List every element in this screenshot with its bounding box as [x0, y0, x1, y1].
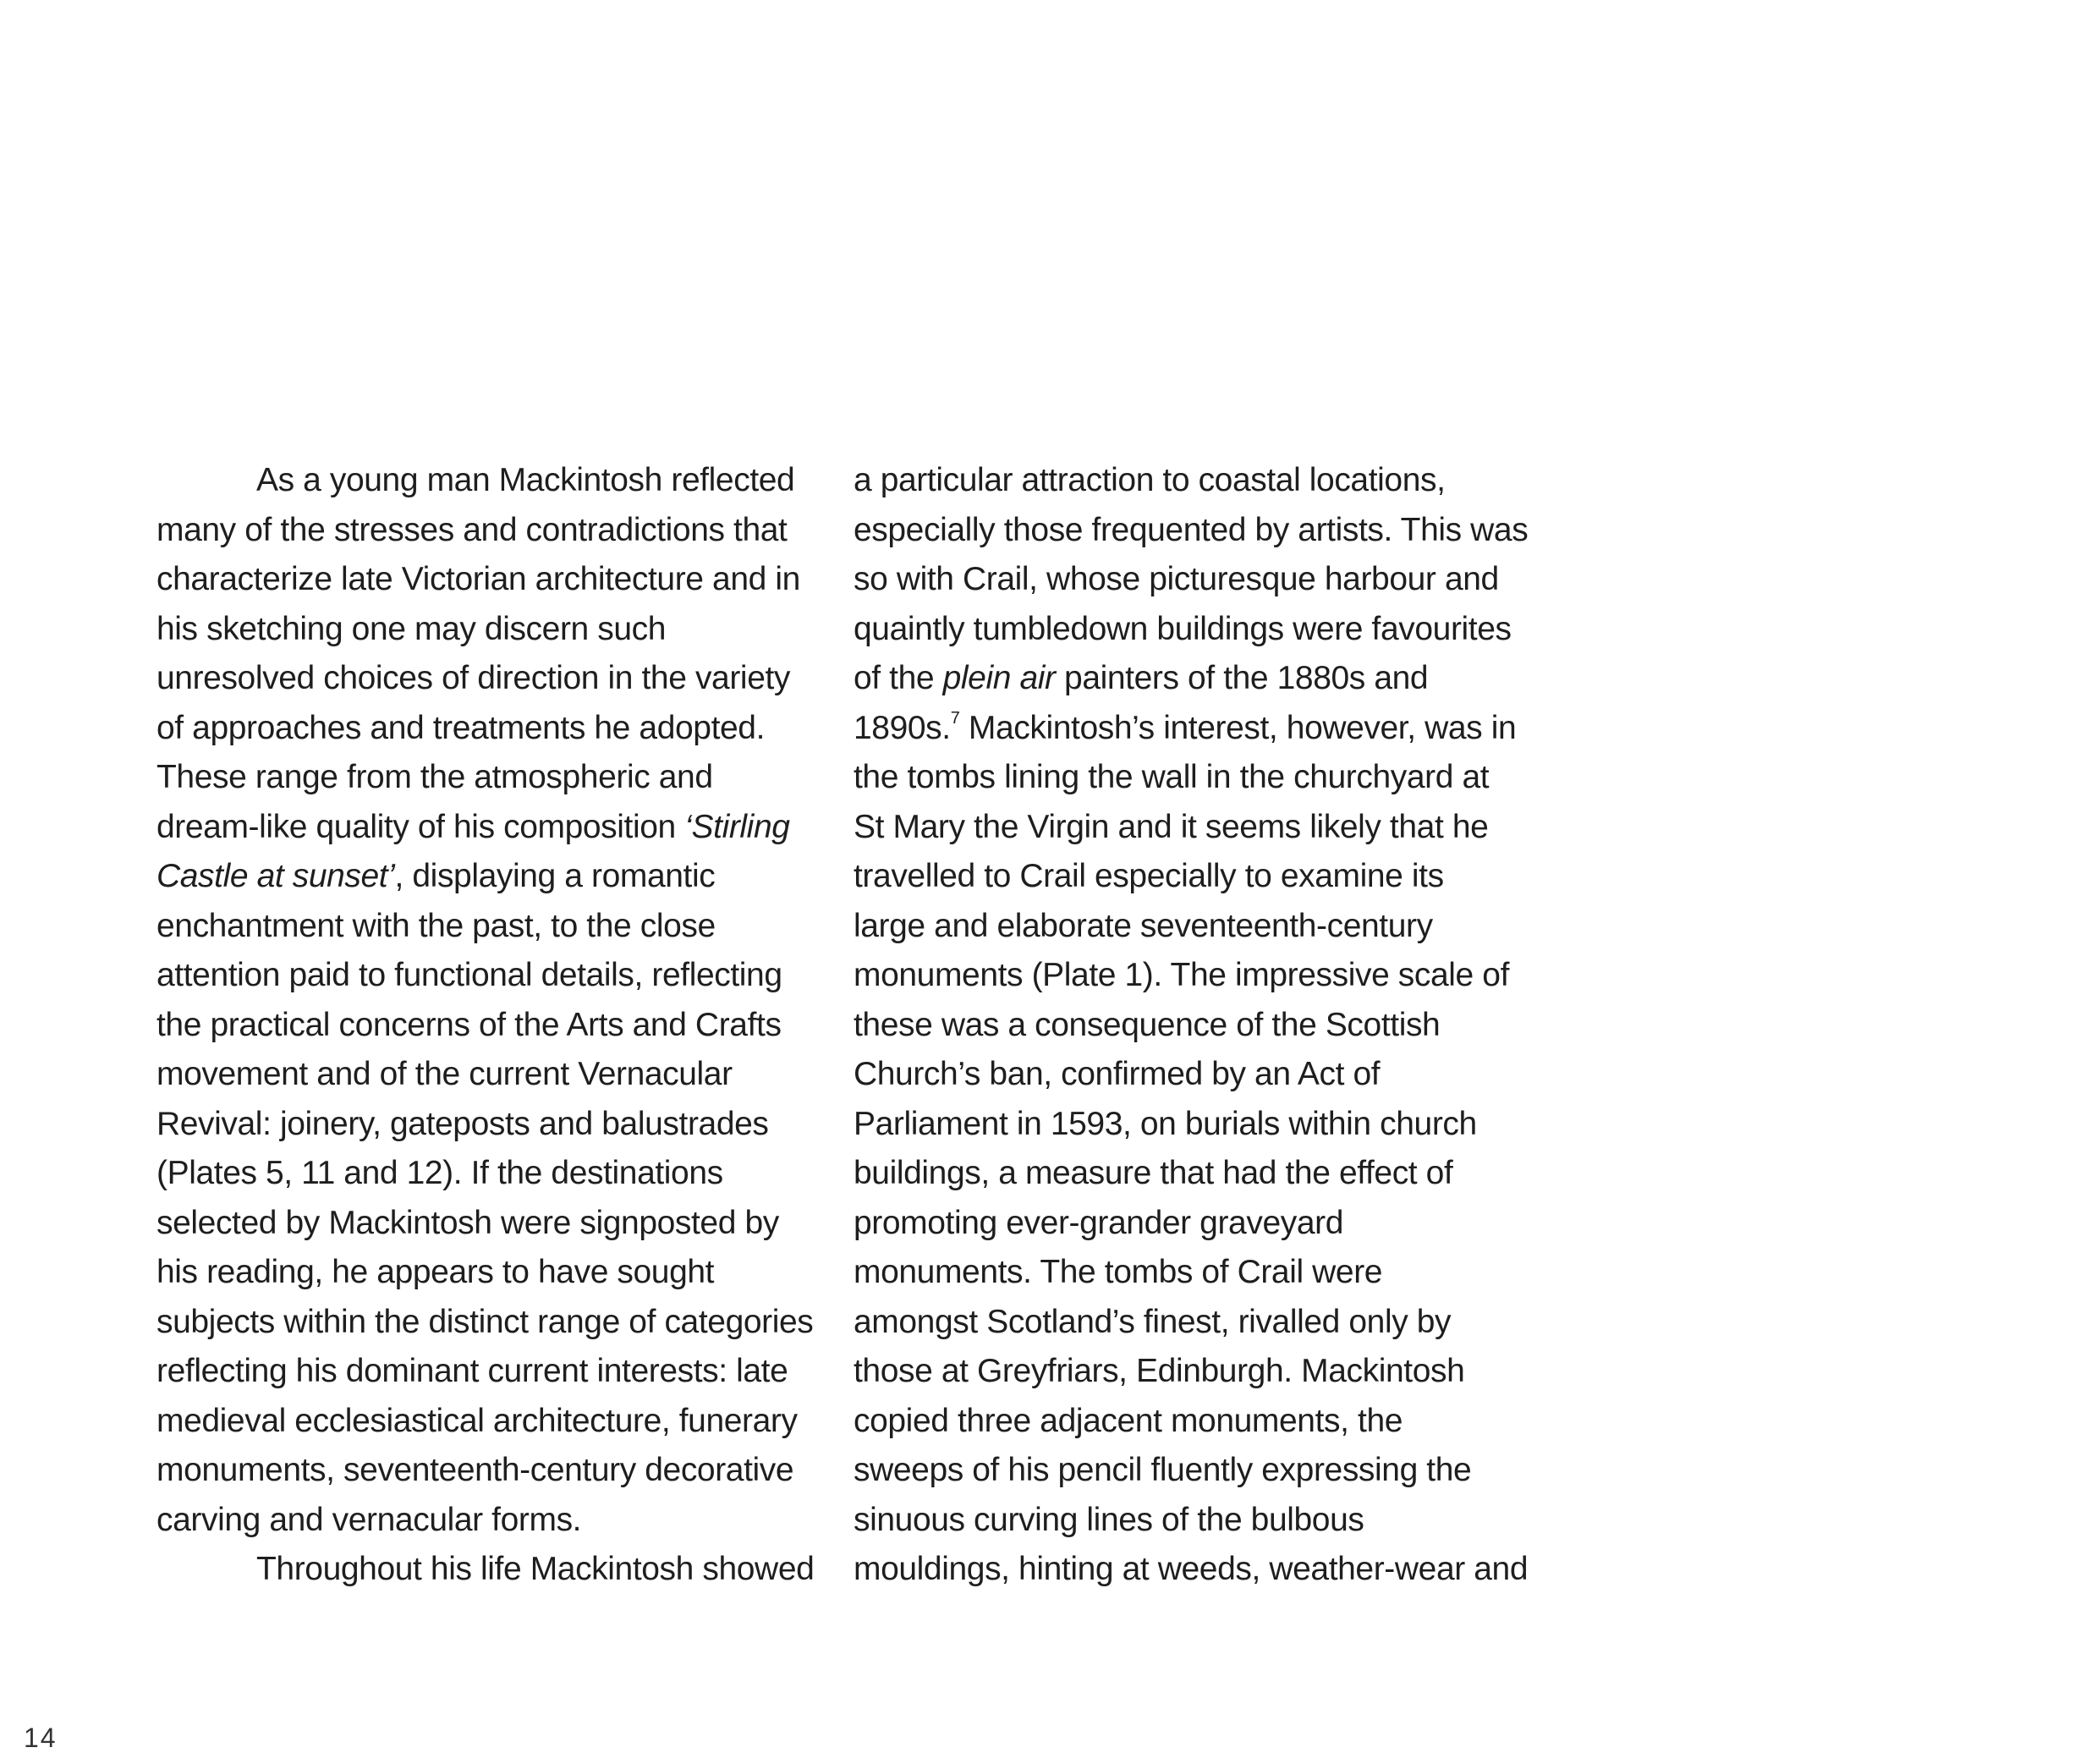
- text-run: Parliament in 1593, on burials within church: [854, 1105, 1477, 1142]
- text-run: dream-like quality of his composition: [156, 808, 685, 845]
- italic-term-run: plein air: [942, 660, 1056, 696]
- text-line: [156, 1050, 825, 1100]
- text-run: so with Crail, whose picturesque harbour and: [854, 561, 1499, 597]
- text-run: Throughout his life Mackintosh showed: [256, 1551, 815, 1587]
- text-line: [854, 951, 1522, 1001]
- text-run: especially those frequented by artists. This was: [854, 511, 1529, 548]
- text-line: [156, 902, 825, 952]
- text-line: [854, 803, 1522, 853]
- text-run: Church’s ban, confirmed by an Act of: [854, 1056, 1381, 1092]
- text-run: promoting ever-grander graveyard: [854, 1204, 1343, 1241]
- text-run: sweeps of his pencil fluently expressing the: [854, 1452, 1472, 1488]
- text-line: [854, 654, 1522, 704]
- text-line: [156, 1001, 825, 1051]
- text-run: mouldings, hinting at weeds, weather-wear and: [854, 1551, 1529, 1587]
- text-run: (Plates 5, 11 and 12). If the destinations: [156, 1155, 723, 1191]
- text-line: [156, 1149, 825, 1199]
- text-line: [854, 1248, 1522, 1298]
- text-run: These range from the atmospheric and: [156, 759, 713, 795]
- text-run: As a young man Mackintosh reflected: [256, 462, 795, 498]
- text-run: of the: [854, 660, 943, 696]
- text-line: [156, 1397, 825, 1447]
- text-run: characterize late Victorian architecture and in: [156, 561, 800, 597]
- text-run: monuments. The tombs of Crail were: [854, 1254, 1383, 1290]
- text-line: [156, 1248, 825, 1298]
- text-run: reflecting his dominant current interests: late: [156, 1353, 788, 1389]
- text-line: [156, 951, 825, 1001]
- text-line: [854, 506, 1529, 556]
- text-line: [156, 753, 825, 803]
- text-line: [156, 506, 825, 556]
- text-line: [156, 704, 825, 754]
- left-text-column: [156, 456, 825, 1595]
- text-run: unresolved choices of direction in the variety: [156, 660, 791, 696]
- text-run: monuments (Plate 1). The impressive scale of: [854, 957, 1510, 993]
- text-run: selected by Mackintosh were signposted by: [156, 1204, 779, 1241]
- text-run: Revival: joinery, gateposts and balustrades: [156, 1105, 769, 1142]
- text-run: these was a consequence of the Scottish: [854, 1006, 1441, 1043]
- italic-title-run: ‘Stirling: [684, 808, 790, 845]
- text-run: medieval ecclesiastical architecture, funerary: [156, 1402, 798, 1439]
- text-line: [854, 605, 1522, 655]
- text-run: carving and vernacular forms.: [156, 1501, 582, 1538]
- text-line: [156, 456, 825, 506]
- text-run: Mackintosh’s interest, however, was in: [959, 709, 1517, 746]
- text-line: [854, 1446, 1522, 1496]
- text-run: of approaches and treatments he adopted.: [156, 709, 766, 746]
- text-line: [854, 852, 1522, 902]
- text-run: buildings, a measure that had the effect of: [854, 1155, 1453, 1191]
- text-run: copied three adjacent monuments, the: [854, 1402, 1403, 1439]
- footnote-marker: 7: [950, 708, 960, 728]
- text-line: [156, 852, 825, 902]
- text-run: quaintly tumbledown buildings were favourites: [854, 610, 1512, 647]
- text-run: sinuous curving lines of the bulbous: [854, 1501, 1364, 1538]
- text-run: the tombs lining the wall in the churchyard at: [854, 759, 1490, 795]
- text-run: his reading, he appears to have sought: [156, 1254, 715, 1290]
- text-line: [854, 902, 1522, 952]
- text-run: enchantment with the past, to the close: [156, 907, 716, 944]
- text-line: [156, 1347, 825, 1397]
- text-line: [854, 1149, 1522, 1199]
- text-run: amongst Scotland’s finest, rivalled only by: [854, 1303, 1452, 1340]
- text-run: , displaying a romantic: [394, 858, 716, 894]
- text-run: monuments, seventeenth-century decorative: [156, 1452, 794, 1488]
- text-run: travelled to Crail especially to examine its: [854, 858, 1444, 894]
- text-run: St Mary the Virgin and it seems likely that he: [854, 808, 1489, 845]
- text-line: [854, 704, 1522, 754]
- text-line: [854, 1298, 1522, 1348]
- text-run: his sketching one may discern such: [156, 610, 667, 647]
- text-run: those at Greyfriars, Edinburgh. Mackintosh: [854, 1353, 1465, 1389]
- text-run: movement and of the current Vernacular: [156, 1056, 733, 1092]
- text-line: [854, 555, 1522, 605]
- text-line: [156, 654, 825, 704]
- page-number: 14: [24, 1723, 58, 1753]
- text-line: [156, 803, 825, 853]
- text-line: [156, 1545, 825, 1595]
- text-line: [854, 1100, 1522, 1150]
- text-line: [854, 1496, 1522, 1546]
- text-line: [156, 1100, 825, 1150]
- text-line: [854, 456, 1522, 506]
- text-run: many of the stresses and contradictions that: [156, 511, 788, 548]
- text-run: a particular attraction to coastal locations,: [854, 462, 1446, 498]
- text-line: [156, 555, 825, 605]
- italic-title-run: Castle at sunset’: [156, 858, 395, 894]
- text-line: [854, 1050, 1522, 1100]
- text-run: subjects within the distinct range of categories: [156, 1303, 814, 1340]
- text-line: [156, 1199, 825, 1249]
- text-run: large and elaborate seventeenth-century: [854, 907, 1433, 944]
- text-line: [156, 1496, 825, 1546]
- text-line: [156, 605, 825, 655]
- text-run: attention paid to functional details, reflecting: [156, 957, 782, 993]
- text-line: [156, 1446, 825, 1496]
- text-line: [854, 753, 1522, 803]
- text-line: [854, 1347, 1522, 1397]
- right-text-column: [854, 456, 1529, 1595]
- text-line: [854, 1545, 1529, 1595]
- text-run: the practical concerns of the Arts and Crafts: [156, 1006, 782, 1043]
- text-line: [854, 1199, 1522, 1249]
- text-run: 1890s.: [854, 709, 951, 746]
- text-line: [854, 1397, 1522, 1447]
- text-line: [156, 1298, 825, 1348]
- text-line: [854, 1001, 1522, 1051]
- text-run: painters of the 1880s and: [1055, 660, 1429, 696]
